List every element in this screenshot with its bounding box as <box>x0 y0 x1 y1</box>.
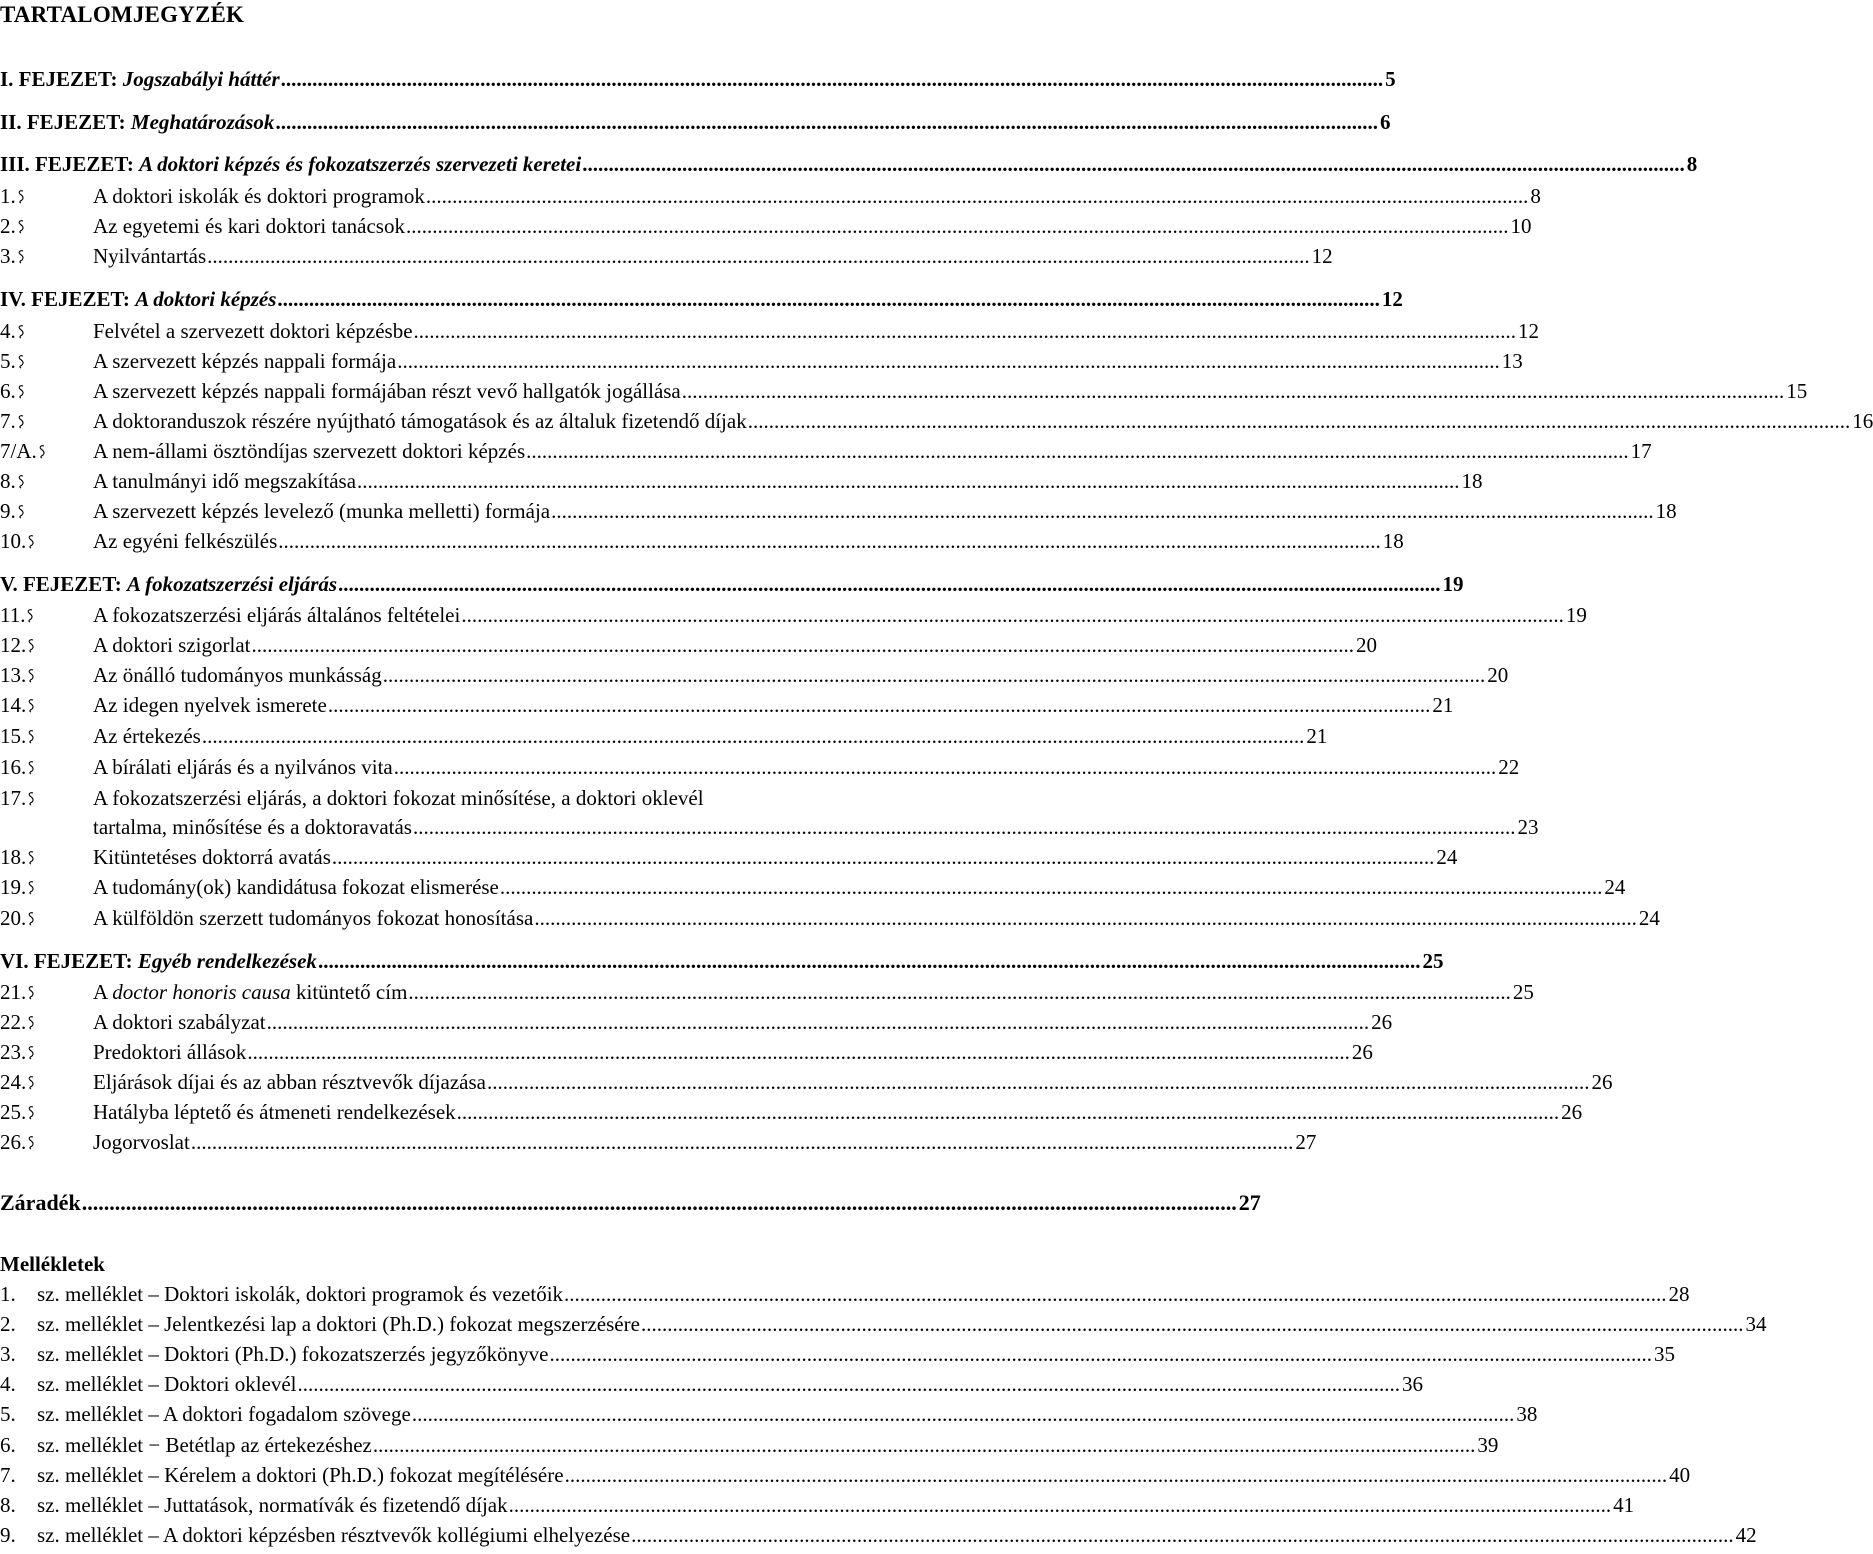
entry-number: 9. <box>0 496 93 526</box>
chapter-name: A doktori képzés és fokozatszerzés szervezeti keretei <box>139 152 582 176</box>
entry-title-italic: doctor honoris causa <box>112 980 291 1004</box>
page-number: 12 <box>1518 319 1540 343</box>
entry-title: Eljárások díjai és az abban résztvevők díjazása <box>93 1070 486 1094</box>
entry-title: Az önálló tudományos munkásság <box>93 663 382 687</box>
dot-leader <box>267 1007 1370 1037</box>
entry-number: 7/A. <box>0 436 93 466</box>
dot-leader <box>373 1430 1476 1460</box>
chapter-number: IV. FEJEZET: <box>0 287 136 311</box>
page-number: 22 <box>1498 755 1520 779</box>
dot-leader <box>641 1309 1744 1339</box>
toc-annex-row[interactable] <box>0 1339 1675 1369</box>
annex-number: 7. <box>0 1462 16 1487</box>
section-mark-icon <box>37 444 47 460</box>
dot-leader <box>564 1279 1667 1309</box>
entry-title: A szervezett képzés nappali formájában részt vevő hallgatók jogállása <box>93 379 681 403</box>
dot-leader <box>487 1067 1590 1097</box>
dot-leader <box>328 690 1431 720</box>
toc-chapter-row[interactable] <box>0 107 1391 137</box>
entry-title: Hatályba léptető és átmeneti rendelkezések <box>93 1100 456 1124</box>
page-title: TARTALOMJEGYZÉK <box>0 2 245 27</box>
section-mark-icon <box>26 1075 36 1091</box>
dot-leader <box>631 1520 1734 1550</box>
toc-entry-row[interactable] <box>0 316 1540 346</box>
chapter-name: Jogszabályi háttér <box>122 67 280 91</box>
dot-leader <box>275 107 1378 137</box>
dot-leader <box>318 946 1421 976</box>
page-number: 8 <box>1686 152 1698 176</box>
section-mark-icon <box>16 324 26 340</box>
chapter-number: V. FEJEZET: <box>0 572 128 596</box>
section-mark-icon <box>26 880 36 896</box>
page-number: 24 <box>1638 906 1660 930</box>
entry-number: 15. <box>0 721 93 751</box>
toc-entry-row[interactable] <box>0 496 1677 526</box>
dot-leader <box>406 211 1509 241</box>
entry-title: A doctor honoris causa kitüntető cím <box>93 980 408 1004</box>
dot-leader <box>251 630 1354 660</box>
entry-number: 20. <box>0 903 93 933</box>
entry-title: A doktori szigorlat <box>93 633 251 657</box>
annex-number: 5. <box>0 1402 16 1427</box>
dot-leader <box>414 316 1517 346</box>
entry-title-line2: tartalma, minősítése és a doktoravatás <box>93 815 412 839</box>
dot-leader <box>412 1399 1515 1429</box>
dot-leader <box>281 64 1384 94</box>
section-mark-icon <box>16 219 26 235</box>
dot-leader <box>526 436 1629 466</box>
entry-number: 14. <box>0 690 93 720</box>
annex-title: sz. melléklet – Doktori oklevél <box>37 1372 297 1397</box>
page-number: 18 <box>1382 529 1404 553</box>
dot-leader <box>748 406 1851 436</box>
annex-title: sz. melléklet – Doktori iskolák, doktori programok és vezetőik <box>37 1282 564 1306</box>
entry-number: 2. <box>0 211 93 241</box>
entry-number: 24. <box>0 1067 93 1097</box>
entry-title: Kitüntetéses doktorrá avatás <box>93 845 331 869</box>
page-number: 26 <box>1371 1010 1393 1034</box>
page-number: 20 <box>1355 633 1377 657</box>
chapter-number: III. FEJEZET: <box>0 152 140 176</box>
entry-number: 23. <box>0 1037 93 1067</box>
dot-leader <box>357 466 1460 496</box>
toc-entry-row[interactable] <box>0 842 1458 872</box>
toc-zaradek-row[interactable] <box>0 1188 1261 1218</box>
section-mark-icon <box>26 638 36 654</box>
entry-title-line1: A fokozatszerzési eljárás, a doktori fokozat minősítése, a doktori oklevél <box>93 786 704 810</box>
entry-number: 3. <box>0 241 93 271</box>
chapter-number: VI. FEJEZET: <box>0 949 138 973</box>
dot-leader <box>461 600 1564 630</box>
entry-number: 12. <box>0 630 93 660</box>
section-mark-icon <box>26 1015 36 1031</box>
section-mark-icon <box>25 608 35 624</box>
section-mark-icon <box>26 729 36 745</box>
toc-entry-row[interactable] <box>0 783 960 813</box>
toc-entry-row[interactable] <box>0 1067 1613 1097</box>
annex-number: 6. <box>0 1432 16 1457</box>
page-number: 26 <box>1351 1040 1373 1064</box>
entry-title: A doktori szabályzat <box>93 1010 266 1034</box>
entry-title: Jogorvoslat <box>93 1130 190 1154</box>
toc-entry-row[interactable] <box>0 466 1483 496</box>
page-number: 6 <box>1379 110 1391 134</box>
page-number: 10 <box>1510 214 1532 238</box>
chapter-name: Egyéb rendelkezések <box>137 949 317 973</box>
page-number: 25 <box>1422 949 1444 973</box>
annex-number: 2. <box>0 1312 16 1337</box>
annex-title: sz. melléklet – Juttatások, normatívák és fizetendő díjak <box>37 1492 508 1517</box>
toc-entry-row[interactable] <box>0 1097 1583 1127</box>
section-mark-icon <box>26 791 36 807</box>
section-mark-icon <box>26 534 36 550</box>
dot-leader <box>82 1188 1237 1218</box>
page-number: 18 <box>1461 469 1483 493</box>
page-number: 26 <box>1561 1100 1583 1124</box>
section-mark-icon <box>26 985 36 1001</box>
entry-number: 22. <box>0 1007 93 1037</box>
toc-entry-row[interactable] <box>0 1037 1373 1067</box>
dot-leader <box>500 872 1603 902</box>
entry-number: 7. <box>0 406 93 436</box>
entry-title: A tanulmányi idő megszakítása <box>93 469 357 493</box>
toc-entry-row[interactable] <box>0 690 1454 720</box>
entry-number: 6. <box>0 376 93 406</box>
page-number: 12 <box>1311 244 1333 268</box>
page-number: 27 <box>1238 1190 1261 1215</box>
page-number: 8 <box>1530 184 1541 208</box>
toc-chapter-row[interactable] <box>0 284 1403 314</box>
page-number: 21 <box>1306 724 1328 748</box>
page-number: 25 <box>1512 980 1534 1004</box>
dot-leader <box>332 842 1435 872</box>
entry-title: A tudomány(ok) kandidátusa fokozat elismerése <box>93 875 499 899</box>
section-mark-icon <box>16 189 26 205</box>
page-number: 19 <box>1565 603 1587 627</box>
entry-number: 17. <box>0 783 93 813</box>
annex-title: sz. melléklet – Jelentkezési lap a doktori (Ph.D.) fokozat megszerzésére <box>37 1312 640 1337</box>
zaradek-title: Záradék <box>0 1190 81 1215</box>
dot-leader <box>397 346 1500 376</box>
toc-entry-row[interactable] <box>0 752 1520 782</box>
toc-chapter-title <box>0 149 581 179</box>
chapter-number: I. FEJEZET: <box>0 67 123 91</box>
dot-leader <box>277 284 1380 314</box>
toc-annex-row[interactable] <box>0 1279 1690 1309</box>
toc-entry-row[interactable] <box>0 872 1626 902</box>
entry-number: 10. <box>0 526 93 556</box>
page-number: 36 <box>1402 1372 1424 1397</box>
toc-annex-row[interactable] <box>0 1369 1424 1399</box>
section-mark-icon <box>16 474 26 490</box>
toc-entry-row[interactable] <box>0 600 1587 630</box>
section-mark-icon <box>26 668 36 684</box>
annex-title: sz. melléklet – Kérelem a doktori (Ph.D.) fokozat megítélésére <box>37 1462 564 1487</box>
section-mark-icon <box>16 414 26 430</box>
page-number: 13 <box>1501 349 1523 373</box>
entry-title: A szervezett képzés nappali formája <box>93 349 397 373</box>
toc-chapter-row[interactable] <box>0 946 1444 976</box>
entry-number: 1. <box>0 181 93 211</box>
page-number: 35 <box>1653 1342 1675 1367</box>
toc-entry-row[interactable] <box>0 903 1660 933</box>
toc-chapter-row[interactable] <box>0 569 1464 599</box>
dot-leader <box>551 496 1654 526</box>
page-number: 26 <box>1591 1070 1613 1094</box>
toc-chapter-row[interactable] <box>0 64 1396 94</box>
entry-title: Az értekezés <box>93 724 201 748</box>
entry-number: 25. <box>0 1097 93 1127</box>
dot-leader <box>534 903 1637 933</box>
entry-number: 4. <box>0 316 93 346</box>
section-mark-icon <box>26 1045 36 1061</box>
page-number: 24 <box>1604 875 1626 899</box>
annex-number: 1. <box>0 1282 16 1306</box>
section-mark-icon <box>26 1135 36 1151</box>
section-mark-icon <box>26 760 36 776</box>
annex-title: sz. melléklet – A doktori fogadalom szövege <box>37 1402 411 1427</box>
toc-entry-row[interactable] <box>0 1127 1317 1157</box>
page-number: 17 <box>1630 439 1652 463</box>
entry-title: Az idegen nyelvek ismerete <box>93 693 327 717</box>
page-number: 34 <box>1745 1312 1767 1337</box>
toc-annex-row[interactable] <box>0 1490 1635 1520</box>
page-number: 42 <box>1735 1522 1757 1547</box>
dot-leader <box>565 1460 1668 1490</box>
dot-leader <box>278 526 1381 556</box>
entry-title: A doktori iskolák és doktori programok <box>93 184 425 208</box>
toc-chapter-title <box>0 107 274 137</box>
page-number: 39 <box>1477 1432 1499 1457</box>
entry-number: 26. <box>0 1127 93 1157</box>
page-number: 23 <box>1517 815 1539 839</box>
toc-annex-row[interactable] <box>0 1460 1691 1490</box>
entry-title: A külföldön szerzett tudományos fokozat honosítása <box>93 906 534 930</box>
toc-entry-row[interactable] <box>0 660 1509 690</box>
toc-entry-row[interactable] <box>0 376 1808 406</box>
chapter-name: A fokozatszerzési eljárás <box>127 572 338 596</box>
section-mark-icon <box>26 850 36 866</box>
section-mark-icon <box>16 249 26 265</box>
toc-chapter-title <box>0 64 280 94</box>
chapter-name: Meghatározások <box>130 110 275 134</box>
page-number: 38 <box>1516 1402 1538 1427</box>
annex-title: sz. melléklet – Doktori (Ph.D.) fokozatszerzés jegyzőkönyve <box>37 1342 549 1367</box>
toc-annex-row[interactable] <box>0 1309 1767 1339</box>
toc-entry-row[interactable] <box>0 181 1541 211</box>
dot-leader <box>298 1369 1401 1399</box>
entry-number: 18. <box>0 842 93 872</box>
toc-chapter-title <box>0 946 317 976</box>
toc-entry-row[interactable] <box>0 211 1532 241</box>
page-number: 27 <box>1295 1130 1317 1154</box>
toc-entry-row[interactable] <box>0 526 1404 556</box>
entry-title: A nem-állami ösztöndíjas szervezett doktori képzés <box>93 439 526 463</box>
toc-annex-row[interactable] <box>0 1520 1757 1550</box>
dot-leader <box>426 181 1529 211</box>
toc-entry-row-continued[interactable] <box>0 812 1539 842</box>
entry-title: Nyilvántartás <box>93 244 207 268</box>
toc-entry-row[interactable] <box>0 406 1873 436</box>
page-number: 28 <box>1668 1282 1690 1306</box>
entry-number: 8. <box>0 466 93 496</box>
dot-leader <box>338 569 1441 599</box>
entry-title: A fokozatszerzési eljárás általános feltételei <box>93 603 461 627</box>
entry-number: 13. <box>0 660 93 690</box>
dot-leader <box>457 1097 1560 1127</box>
entry-title: Az egyéni felkészülés <box>93 529 278 553</box>
section-mark-icon <box>26 698 36 714</box>
toc-annex-row[interactable] <box>0 1399 1538 1429</box>
toc-entry-row[interactable] <box>0 241 1333 271</box>
entry-title: Az egyetemi és kari doktori tanácsok <box>93 214 405 238</box>
toc-entry-row[interactable] <box>0 630 1377 660</box>
section-mark-icon <box>16 504 26 520</box>
page-number: 20 <box>1487 663 1509 687</box>
dot-leader <box>394 752 1497 782</box>
toc-chapter-title <box>0 569 337 599</box>
entry-number: 5. <box>0 346 93 376</box>
section-mark-icon <box>16 354 26 370</box>
dot-leader <box>408 977 1511 1007</box>
toc-entry-row[interactable] <box>0 1007 1393 1037</box>
dot-leader <box>413 812 1516 842</box>
dot-leader <box>247 1037 1350 1067</box>
annex-number: 8. <box>0 1492 16 1517</box>
toc-entry-row[interactable] <box>0 346 1523 376</box>
entry-title: A doktoranduszok részére nyújtható támogatások és az általuk fizetendő díjak <box>93 409 747 433</box>
toc-chapter-row[interactable] <box>0 149 1698 179</box>
dot-leader <box>383 660 1486 690</box>
toc-annex-row[interactable] <box>0 1430 1499 1460</box>
chapter-name: A doktori képzés <box>135 287 277 311</box>
annexes-heading: Mellékletek <box>0 1252 105 1276</box>
annex-number: 9. <box>0 1522 16 1547</box>
section-mark-icon <box>26 911 36 927</box>
page-number: 16 <box>1852 409 1873 433</box>
annex-title: sz. melléklet – A doktori képzésben résztvevők kollégiumi elhelyezése <box>37 1522 631 1547</box>
annex-number: 4. <box>0 1372 16 1397</box>
entry-title: A szervezett képzés levelező (munka melletti) formája <box>93 499 551 523</box>
entry-title: Felvétel a szervezett doktori képzésbe <box>93 319 413 343</box>
section-mark-icon <box>26 1105 36 1121</box>
dot-leader <box>207 241 1310 271</box>
entry-number: 19. <box>0 872 93 902</box>
entry-title: A bírálati eljárás és a nyilvános vita <box>93 755 393 779</box>
toc-entry-row[interactable] <box>0 977 1534 1007</box>
toc-entry-row[interactable] <box>0 436 1652 466</box>
dot-leader <box>202 721 1305 751</box>
entry-number: 21. <box>0 977 93 1007</box>
toc-chapter-title <box>0 284 276 314</box>
page-number: 40 <box>1669 1462 1691 1487</box>
toc-entry-row[interactable] <box>0 721 1328 751</box>
page-number: 5 <box>1385 67 1396 91</box>
entry-number: 11. <box>0 600 93 630</box>
page-number: 15 <box>1786 379 1808 403</box>
dot-leader <box>191 1127 1294 1157</box>
page-number: 24 <box>1436 845 1458 869</box>
annex-title: sz. melléklet − Betétlap az értekezéshez <box>37 1432 372 1457</box>
dot-leader <box>682 376 1785 406</box>
page-number: 21 <box>1432 693 1454 717</box>
chapter-number: II. FEJEZET: <box>0 110 131 134</box>
annex-number: 3. <box>0 1342 16 1367</box>
page-number: 18 <box>1655 499 1677 523</box>
dot-leader <box>549 1339 1652 1369</box>
page-number: 19 <box>1442 572 1464 596</box>
entry-title: Predoktori állások <box>93 1040 247 1064</box>
dot-leader <box>582 149 1685 179</box>
page-number: 41 <box>1613 1492 1635 1517</box>
section-mark-icon <box>16 384 26 400</box>
page-number: 12 <box>1381 287 1403 311</box>
entry-number: 16. <box>0 752 93 782</box>
dot-leader <box>509 1490 1612 1520</box>
